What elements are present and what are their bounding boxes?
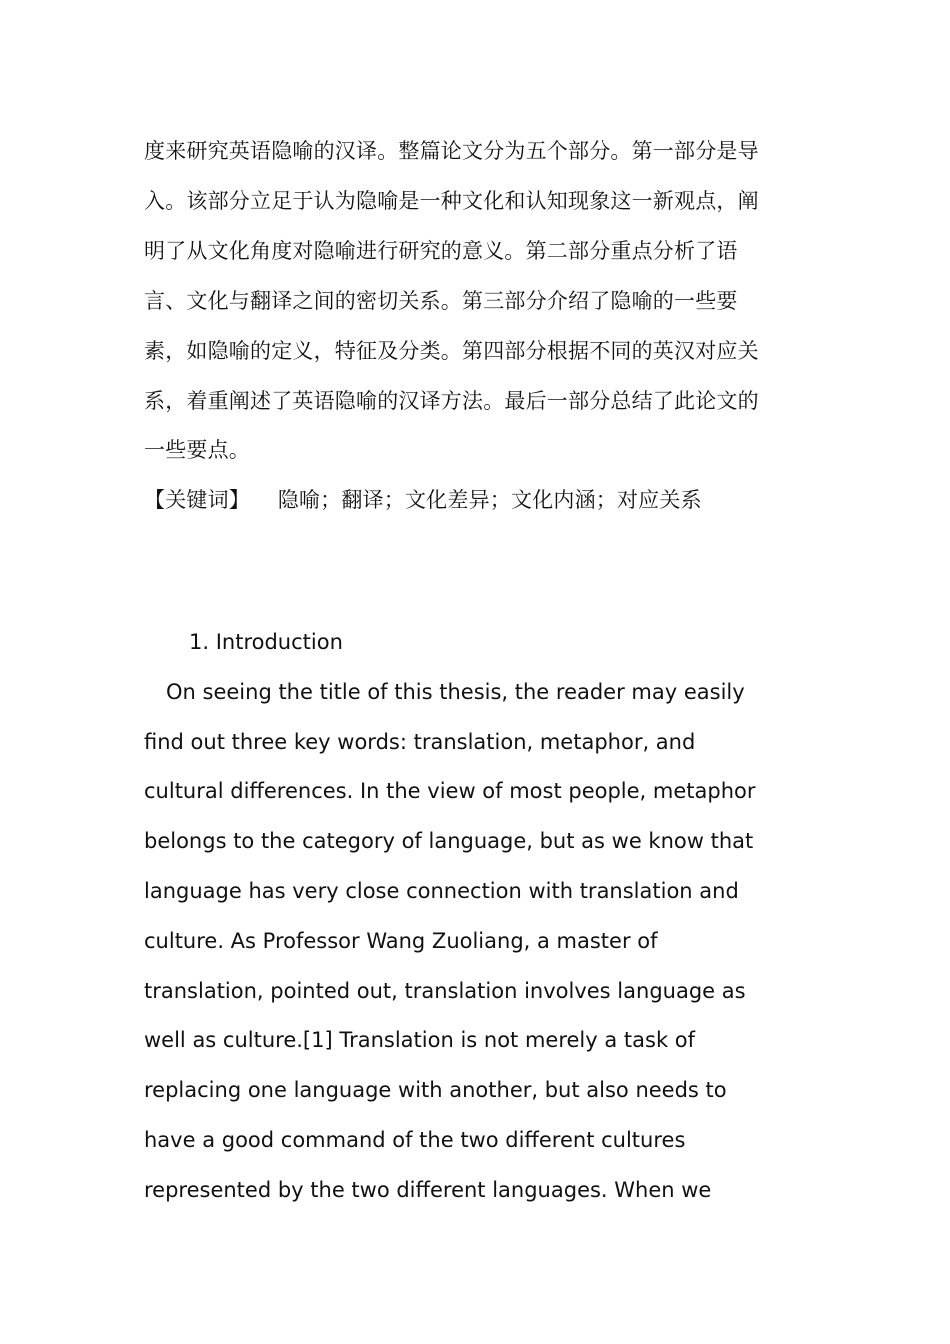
abstract-line: 度来研究英语隐喻的汉译。整篇论文分为五个部分。第一部分是导 [144,139,759,163]
abstract-line: 言、文化与翻译之间的密切关系。第三部分介绍了隐喻的一些要 [144,289,738,313]
paragraph-line: language has very close connection with translation and [144,879,739,903]
paragraph-line: culture. As Professor Wang Zuoliang, a master of [144,929,658,953]
keywords-label: 【关键词】 [144,488,250,512]
paragraph-line: represented by the two different languages. When we [144,1178,712,1202]
paragraph-line: replacing one language with another, but also needs to [144,1078,727,1102]
paragraph-line: translation, pointed out, translation involves language as [144,979,746,1003]
abstract-line: 一些要点。 [144,438,250,462]
section-heading: 1. Introduction [189,630,343,654]
abstract-line: 系，着重阐述了英语隐喻的汉译方法。最后一部分总结了此论文的 [144,389,759,413]
paragraph-line: On seeing the title of this thesis, the reader may easily [166,680,745,704]
paragraph-line: find out three key words: translation, metaphor, and [144,730,696,754]
keywords-list: 隐喻；翻译；文化差异；文化内涵；对应关系 [277,488,702,512]
paragraph-line: have a good command of the two different cultures [144,1128,686,1152]
paragraph-line: cultural differences. In the view of most people, metaphor [144,779,756,803]
abstract-line: 入。该部分立足于认为隐喻是一种文化和认知现象这一新观点，阐 [144,189,759,213]
paragraph-line: well as culture.[1] Translation is not merely a task of [144,1028,696,1052]
abstract-line: 素，如隐喻的定义，特征及分类。第四部分根据不同的英汉对应关 [144,339,759,363]
paragraph-line: belongs to the category of language, but as we know that [144,829,754,853]
abstract-line: 明了从文化角度对隐喻进行研究的意义。第二部分重点分析了语 [144,239,738,263]
keywords-line [144,485,702,515]
